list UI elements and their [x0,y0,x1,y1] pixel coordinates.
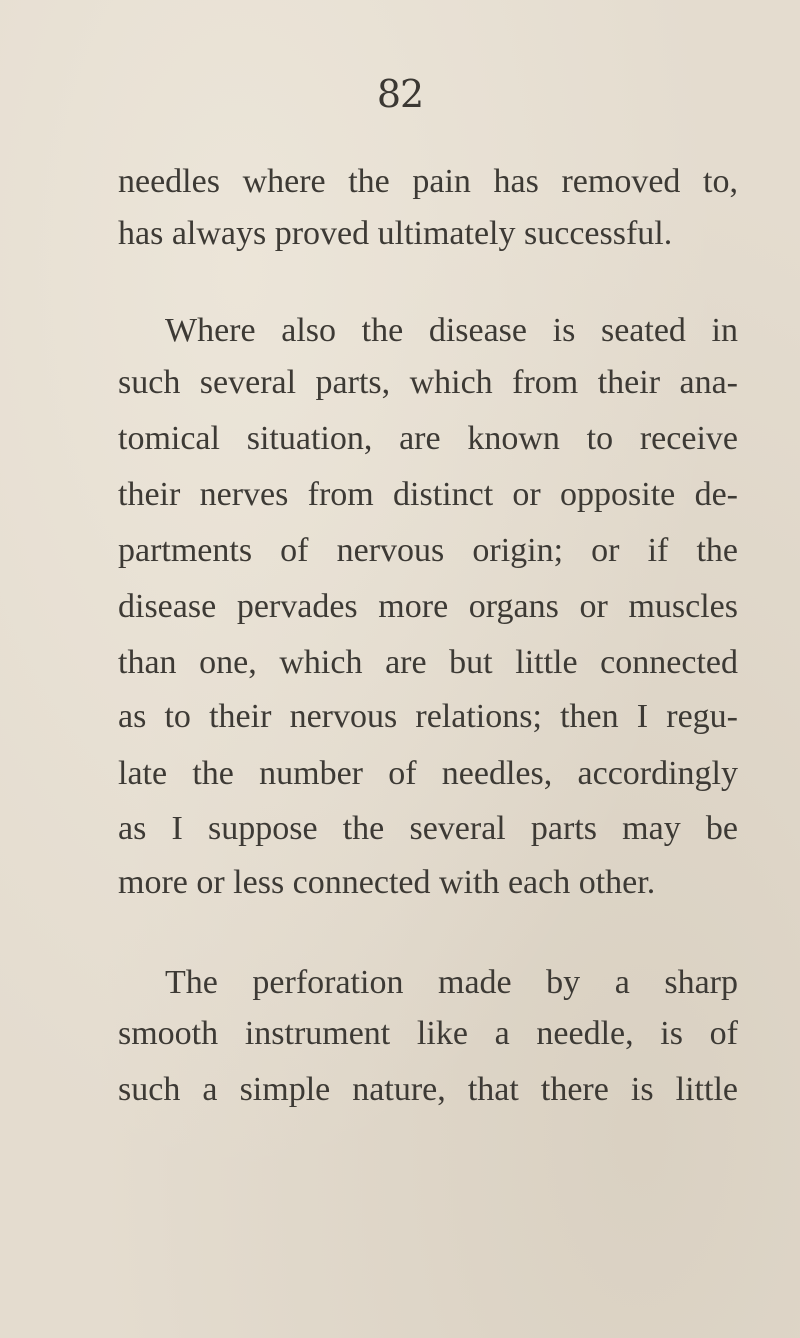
text-line: Where also the disease is seated in [165,312,738,349]
text-line: such several parts, which from their ana- [118,364,738,401]
text-line: their nerves from distinct or opposite de- [118,476,738,513]
text-line: needles where the pain has removed to, [118,163,738,200]
text-line: more or less connected with each other. [118,864,656,901]
text-line: The perforation made by a sharp [165,964,738,1001]
text-line: as to their nervous relations; then I regu- [118,698,738,735]
page-number: 82 [376,72,424,116]
text-line: as I suppose the several parts may be [118,810,738,847]
text-line: has always proved ultimately successful. [118,215,673,252]
text-line: such a simple nature, that there is little [118,1071,738,1108]
text-line: partments of nervous origin; or if the [118,532,738,569]
text-line: late the number of needles, accordingly [118,755,738,792]
text-line: disease pervades more organs or muscles [118,588,738,625]
text-line: smooth instrument like a needle, is of [118,1015,738,1052]
text-line: tomical situation, are known to receive [118,420,738,457]
text-line: than one, which are but little connected [118,644,738,681]
